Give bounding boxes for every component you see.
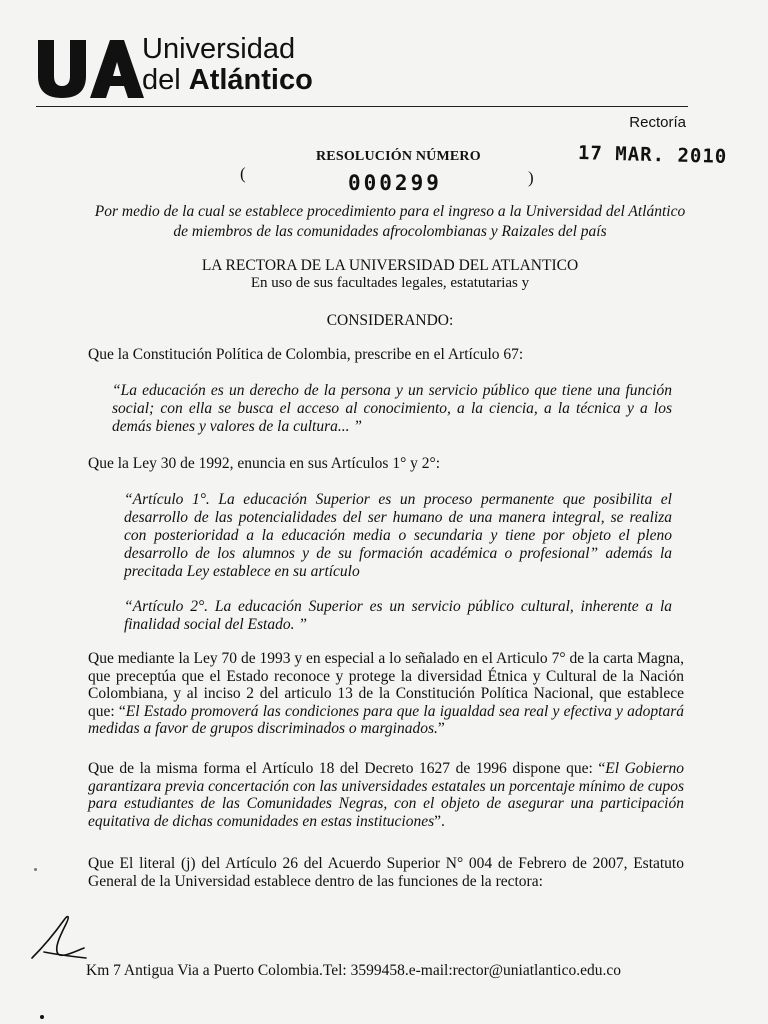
ley-70-text: Que mediante la Ley 70 de 1993 y en especial a lo señalado en el Articulo 7° de la carta Magna, que preceptúa que el Estado reconoce y protege la diversidad Étnica y Cultural de la Nación Colombiana, y al inciso 2 del articulo 13 de la Constitución Política Nacional, que establece que: “ — [88, 650, 684, 720]
paren-open: ( — [240, 164, 246, 183]
decreto-end: ”. — [434, 812, 445, 830]
university-name — [142, 34, 313, 96]
quote-article-2: “Artículo 2°. La educación Superior es un servicio público cultural, inherente a la finalidad social del Estado. ” — [124, 598, 672, 633]
paragraph-acuerdo-superior: Que El literal (j) del Artículo 26 del Acuerdo Superior N° 004 de Febrero de 2007, Estatuto General de la Universidad establece dentro de las funciones de la rectora: — [88, 855, 684, 890]
paragraph-decreto-1627 — [88, 760, 684, 830]
resolution-title: RESOLUCIÓN NÚMERO — [316, 149, 481, 164]
resolution-subtitle — [60, 202, 720, 242]
initials-signature-icon — [24, 908, 94, 964]
university-name-line1: Universidad — [142, 33, 296, 65]
header-divider — [36, 106, 688, 107]
paragraph-constitution: Que la Constitución Política de Colombia, prescribe en el Artículo 67: — [88, 346, 524, 363]
ley-70-end: ” — [437, 720, 445, 737]
resolution-number: 000299 — [348, 171, 442, 195]
footer-contact: Km 7 Antigua Via a Puerto Colombia.Tel: 3599458.e-mail:rector@uniatlantico.edu.co — [86, 962, 621, 979]
office-label: Rectoría — [629, 114, 686, 131]
university-logo-icon — [36, 36, 146, 98]
decreto-quote: El Gobierno garantizara previa concertación con las universidades estatales un porcentaje mínimo de cupos para estudiantes de las Comunidades Negras, con el objeto de asegurar una participación equitativa de dichas comunidades en estas instituciones — [88, 760, 684, 830]
quote-article-1: “Artículo 1°. La educación Superior es un proceso permanente que posibilita el desarrollo de las potencialidades del ser humano de una manera integral, se realiza con posterioridad a la educación media o secundaria y tiene por objeto el pleno desarrollo de los alumnos y de su formación académica o profesional” además la precitada Ley establece en su artículo — [124, 491, 672, 580]
powers-line: En uso de sus facultades legales, estatutarias y — [250, 275, 530, 291]
quote-article-67: “La educación es un derecho de la persona y un servicio público que tiene una función social; con ella se busca el acceso al conocimiento, a la ciencia, a la técnica y a los demás bienes y valores de la cultura... ” — [112, 382, 672, 435]
subtitle-line2: de miembros de las comunidades afrocolombianas y Raizales del país — [173, 223, 607, 240]
university-name-bold: Atlántico — [188, 64, 313, 96]
decreto-text: Que de la misma forma el Artículo 18 del Decreto 1627 de 1996 dispone que: “ — [88, 760, 606, 777]
paragraph-ley-30: Que la Ley 30 de 1992, enuncia en sus Artículos 1° y 2°: — [88, 455, 441, 472]
authority-heading: LA RECTORA DE LA UNIVERSIDAD DEL ATLANTICO — [201, 257, 579, 274]
resolution-date-stamp: 17 MAR. 2010 — [577, 142, 728, 168]
subtitle-line1: Por medio de la cual se establece procedimiento para el ingreso a la Universidad del Atlántico — [94, 203, 686, 220]
scan-speck — [34, 868, 37, 871]
university-name-line2 — [142, 65, 313, 96]
paren-close: ) — [528, 168, 534, 187]
university-name-prefix: del — [142, 64, 189, 96]
paragraph-ley-70 — [88, 650, 684, 738]
considering-heading: CONSIDERANDO: — [326, 312, 454, 329]
scan-dot — [40, 1015, 44, 1019]
ley-70-quote: El Estado promoverá las condiciones para que la igualdad sea real y efectiva y adoptará medidas a favor de grupos discriminados o marginados. — [88, 702, 684, 737]
